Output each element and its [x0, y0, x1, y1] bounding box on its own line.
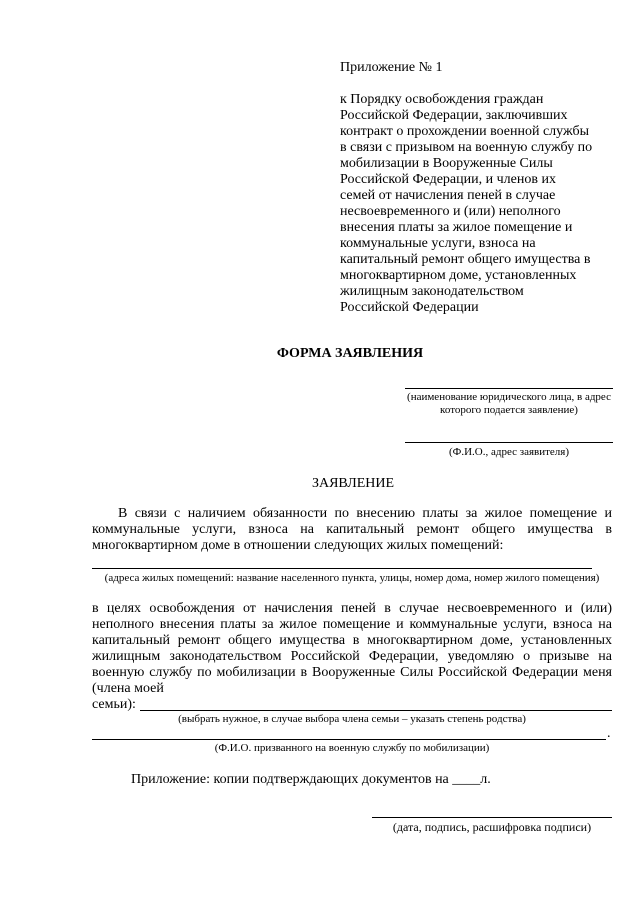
recipient-line	[405, 388, 613, 389]
applicant-line	[405, 442, 613, 443]
order-reference: к Порядку освобождения граждан Российской Федерации, заключивших контракт о прохождении военной службы в связи с призывом на военную службу по мобилизации в Вооруженные Силы Российской Федерации, и членов их семей от начисления пеней в случае несвоевременного и (или) неполного внесения платы за жилое помещение и коммунальные услуги, взноса на капитальный ремонт общего имущества в многоквартирном доме, установленных жилищным законодательством Российской Федерации	[340, 92, 593, 315]
signature-line	[372, 817, 612, 818]
statement-title: ЗАЯВЛЕНИЕ	[311, 476, 395, 491]
family-caption: (выбрать нужное, в случае выбора члена семьи – указать степень родства)	[178, 713, 526, 725]
conscript-period: .	[607, 726, 611, 741]
conscript-caption: (Ф.И.О. призванного на военную службу по мобилизации)	[214, 742, 490, 754]
statement-body: в целях освобождения от начисления пеней в случае несвоевременного и (или) неполного внесения платы за жилое помещение и коммунальные услуги, взноса на капитальный ремонт общего имущества в многоквартирном доме, установленных жилищным законодательством Российской Федерации, уведомляю о призыве на военную службу по мобилизации в Вооруженные Силы Российской Федерации меня (члена моей	[92, 601, 612, 696]
conscript-line	[92, 739, 606, 740]
family-line	[140, 710, 612, 711]
attachment-line: Приложение: копии подтверждающих документов на ____л.	[131, 772, 491, 787]
signature-caption: (дата, подпись, расшифровка подписи)	[392, 820, 592, 834]
address-caption: (адреса жилых помещений: название населенного пункта, улицы, номер дома, номер жилого помещения)	[104, 572, 600, 584]
address-line	[92, 568, 592, 569]
appendix-number: Приложение № 1	[340, 60, 443, 75]
applicant-caption: (Ф.И.О., адрес заявителя)	[448, 446, 570, 458]
form-title: ФОРМА ЗАЯВЛЕНИЯ	[276, 346, 424, 361]
family-label: семьи):	[92, 697, 136, 712]
recipient-caption: (наименование юридического лица, в адрес которого подается заявление)	[407, 391, 611, 416]
statement-intro: В связи с наличием обязанности по внесению платы за жилое помещение и коммунальные услуги, взноса на капитальный ремонт общего имущества в многоквартирном доме в отношении следующих жилых помещений:	[92, 506, 612, 553]
